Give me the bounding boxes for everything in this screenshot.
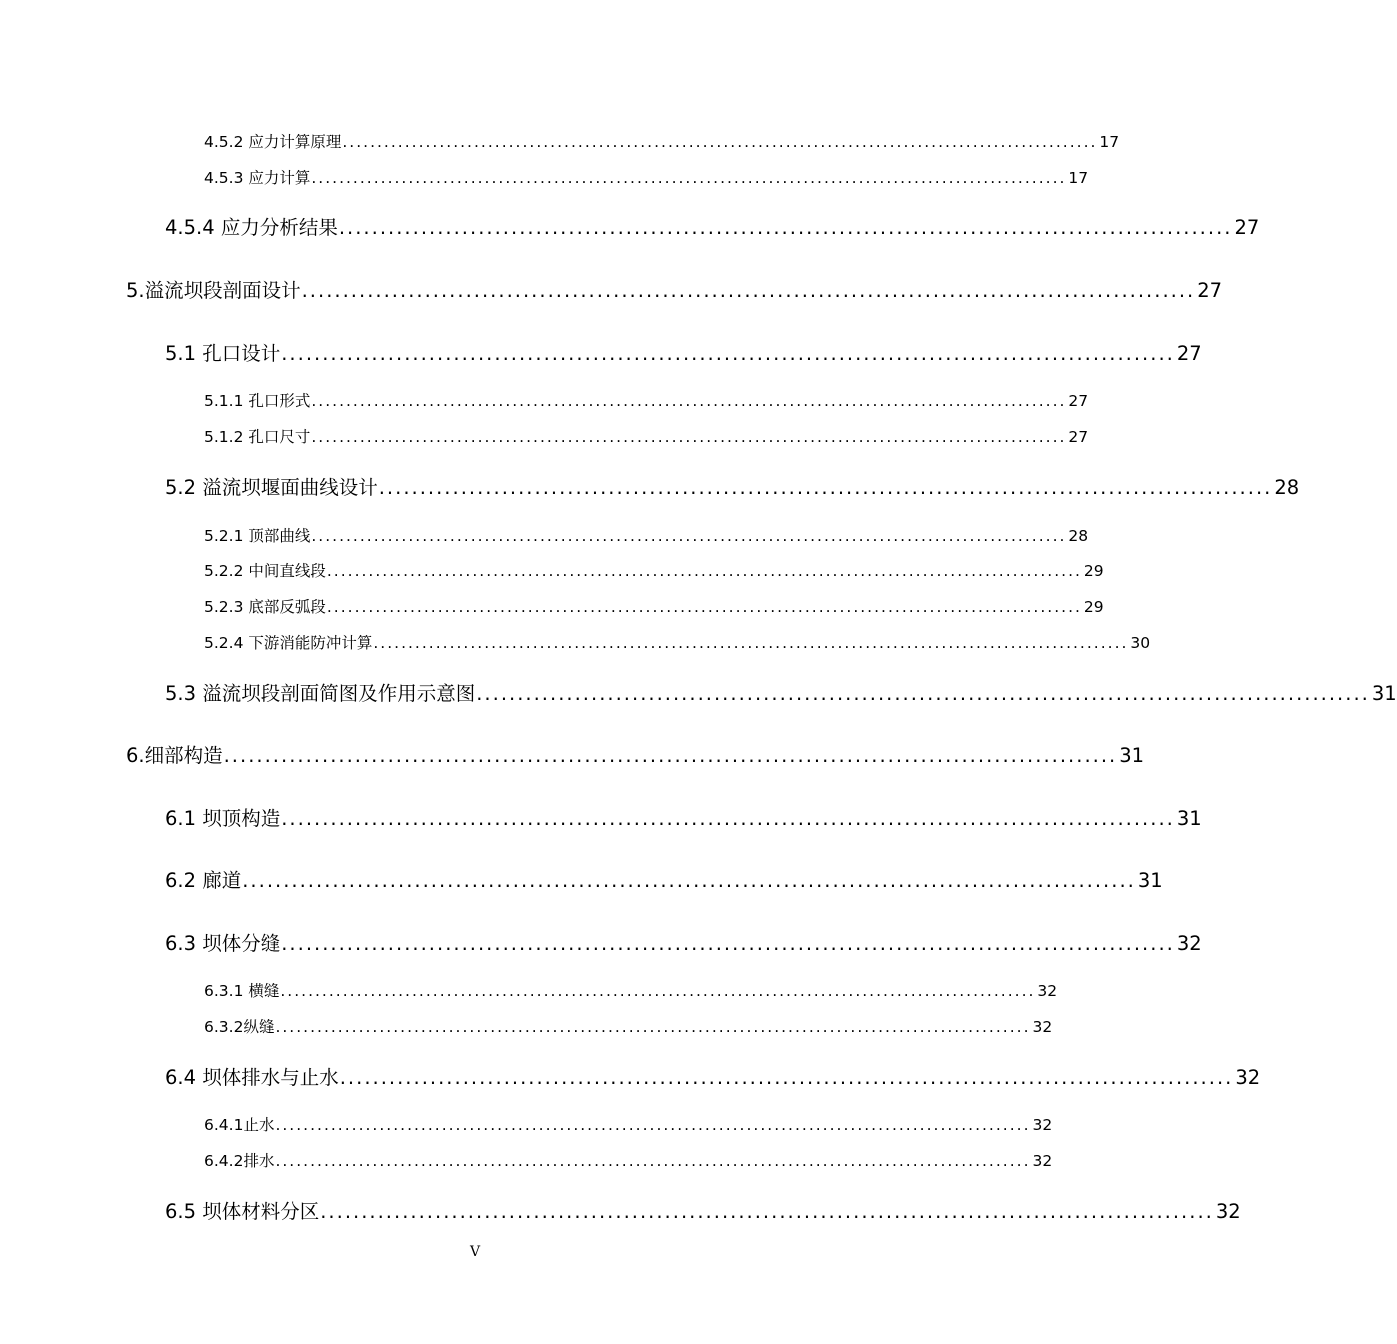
toc-leader-dots: ............................................................................................................. xyxy=(242,869,1136,892)
toc-entry[interactable] xyxy=(165,678,1397,706)
toc-entry-page: 31 xyxy=(1176,807,1202,830)
toc-entry-title: 5.1.2 孔口尺寸 xyxy=(204,428,311,446)
toc-entry-page: 32 xyxy=(1032,1116,1053,1134)
toc-entry-page: 17 xyxy=(1068,169,1089,187)
toc-leader-dots: ............................................................................................................. xyxy=(281,807,1175,830)
toc-entry[interactable] xyxy=(165,472,1300,500)
toc-entry-page: 29 xyxy=(1083,562,1104,580)
toc-entry[interactable] xyxy=(204,979,1058,1001)
toc-entry-page: 27 xyxy=(1068,392,1089,410)
toc-entry-page: 32 xyxy=(1032,1152,1053,1170)
toc-entry[interactable] xyxy=(165,928,1202,956)
toc-entry-title: 6.4.1止水 xyxy=(204,1116,275,1134)
toc-entry[interactable] xyxy=(204,595,1104,617)
toc-entry-page: 32 xyxy=(1176,932,1202,955)
toc-entry-page: 32 xyxy=(1215,1200,1241,1223)
toc-entry[interactable] xyxy=(165,212,1260,240)
toc-leader-dots: ............................................................................................................. xyxy=(275,1152,1031,1170)
toc-leader-dots: ............................................................................................................. xyxy=(339,1066,1234,1089)
toc-entry-title: 4.5.2 应力计算原理 xyxy=(204,133,342,151)
toc-entry-page: 32 xyxy=(1037,982,1058,1000)
toc-entry-title: 6.1 坝顶构造 xyxy=(165,807,281,830)
toc-entry[interactable] xyxy=(204,1015,1053,1037)
toc-leader-dots: ............................................................................................................. xyxy=(281,342,1175,365)
toc-entry-title: 5.2.1 顶部曲线 xyxy=(204,527,311,545)
toc-leader-dots: ............................................................................................................. xyxy=(311,428,1067,446)
toc-entry-title: 6.4.2排水 xyxy=(204,1152,275,1170)
toc-entry-title: 6.3.1 横缝 xyxy=(204,982,280,1000)
toc-leader-dots: ............................................................................................................. xyxy=(301,279,1196,302)
toc-entry[interactable] xyxy=(165,803,1202,831)
toc-leader-dots: ............................................................................................................. xyxy=(373,634,1129,652)
toc-leader-dots: ............................................................................................................. xyxy=(342,133,1098,151)
toc-leader-dots: ............................................................................................................. xyxy=(275,1116,1031,1134)
toc-entry-title: 5.1 孔口设计 xyxy=(165,342,281,365)
toc-leader-dots: ............................................................................................................. xyxy=(338,216,1233,239)
toc-leader-dots: ............................................................................................................. xyxy=(275,1018,1031,1036)
toc-leader-dots: ............................................................................................................. xyxy=(223,744,1118,767)
toc-entry-title: 6.2 廊道 xyxy=(165,869,242,892)
toc-entry[interactable] xyxy=(204,425,1089,447)
toc-entry[interactable] xyxy=(126,275,1223,303)
toc-entry-page: 28 xyxy=(1068,527,1089,545)
toc-entry[interactable] xyxy=(204,1149,1053,1171)
toc-leader-dots: ............................................................................................................. xyxy=(280,982,1036,1000)
toc-entry-page: 31 xyxy=(1137,869,1163,892)
toc-entry-title: 6.3 坝体分缝 xyxy=(165,932,281,955)
toc-entry-page: 27 xyxy=(1176,342,1202,365)
toc-leader-dots: ............................................................................................................. xyxy=(311,169,1067,187)
toc-entry-page: 32 xyxy=(1032,1018,1053,1036)
toc-entry[interactable] xyxy=(204,1113,1053,1135)
toc-entry[interactable] xyxy=(126,740,1145,768)
toc-entry-page: 27 xyxy=(1068,428,1089,446)
toc-leader-dots: ............................................................................................................. xyxy=(378,476,1273,499)
toc-entry[interactable] xyxy=(204,130,1120,152)
toc-entry[interactable] xyxy=(165,1196,1241,1224)
toc-entry-title: 6.4 坝体排水与止水 xyxy=(165,1066,339,1089)
toc-entry-title: 5.2 溢流坝堰面曲线设计 xyxy=(165,476,378,499)
toc-entry-page: 29 xyxy=(1083,598,1104,616)
toc-entry-title: 5.2.4 下游消能防冲计算 xyxy=(204,634,373,652)
toc-entry-page: 30 xyxy=(1130,634,1151,652)
toc-entry[interactable] xyxy=(204,631,1151,653)
toc-leader-dots: ............................................................................................................. xyxy=(320,1200,1214,1223)
toc-entry-title: 4.5.3 应力计算 xyxy=(204,169,311,187)
toc-entry-page: 32 xyxy=(1235,1066,1261,1089)
toc-leader-dots: ............................................................................................................. xyxy=(311,392,1067,410)
toc-entry[interactable] xyxy=(165,865,1163,893)
toc-entry[interactable] xyxy=(204,389,1089,411)
toc-entry-title: 5.2.2 中间直线段 xyxy=(204,562,326,580)
toc-entry[interactable] xyxy=(165,1062,1261,1090)
toc-leader-dots: ............................................................................................................. xyxy=(476,682,1370,705)
toc-leader-dots: ............................................................................................................. xyxy=(281,932,1175,955)
toc-entry-page: 17 xyxy=(1099,133,1120,151)
toc-entry-title: 4.5.4 应力分析结果 xyxy=(165,216,338,239)
toc-leader-dots: ............................................................................................................. xyxy=(326,562,1082,580)
toc-entry-title: 5.3 溢流坝段剖面简图及作用示意图 xyxy=(165,682,476,705)
toc-entry-page: 31 xyxy=(1119,744,1145,767)
toc-entry[interactable] xyxy=(204,559,1104,581)
toc-entry-page: 27 xyxy=(1234,216,1260,239)
toc-entry[interactable] xyxy=(204,524,1089,546)
toc-entry[interactable] xyxy=(204,166,1089,188)
toc-leader-dots: ............................................................................................................. xyxy=(326,598,1082,616)
toc-entry-page: 27 xyxy=(1197,279,1223,302)
toc-entry-title: 6.3.2纵缝 xyxy=(204,1018,275,1036)
toc-entry-title: 6.细部构造 xyxy=(126,744,223,767)
toc-entry-title: 5.2.3 底部反弧段 xyxy=(204,598,326,616)
toc-entry-title: 6.5 坝体材料分区 xyxy=(165,1200,320,1223)
page-number: V xyxy=(469,1244,481,1260)
toc-entry[interactable] xyxy=(165,338,1202,366)
toc-entry-page: 31 xyxy=(1371,682,1397,705)
toc-entry-page: 28 xyxy=(1274,476,1300,499)
toc-leader-dots: ............................................................................................................. xyxy=(311,527,1067,545)
toc-entry-title: 5.1.1 孔口形式 xyxy=(204,392,311,410)
toc-entry-title: 5.溢流坝段剖面设计 xyxy=(126,279,301,302)
